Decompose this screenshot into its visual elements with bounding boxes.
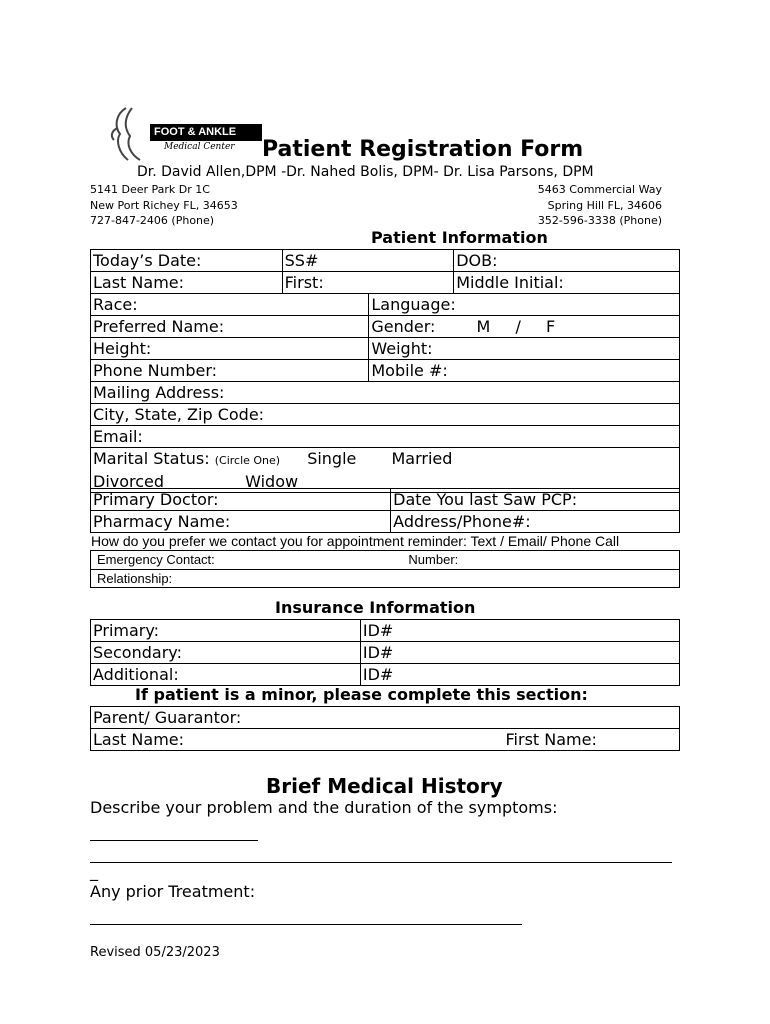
stray-underscore: _ [90,862,98,881]
height-field[interactable]: Height: [91,338,369,360]
prior-treatment-line[interactable] [90,924,522,925]
address-line: 5463 Commercial Way [537,183,662,196]
additional-insurance-field[interactable]: Additional: [91,664,361,686]
doctors-line: Dr. David Allen,DPM -Dr. Nahed Bolis, DPM- Dr. Lisa Parsons, DPM [137,164,594,180]
describe-answer-line[interactable] [90,840,258,841]
logo-text: FOOT & ANKLE [150,124,262,141]
address-line: 727-847-2406 (Phone) [90,214,215,227]
practice-logo [106,104,266,164]
emergency-contact-label: Emergency Contact: [97,552,215,567]
email-field[interactable]: Email: [91,426,680,448]
contact-preference: How do you prefer we contact you for appointment reminder: Text / Email/ Phone Call [91,533,620,549]
minor-last-name-label: Last Name: [93,730,185,749]
pharmacy-name-field[interactable]: Pharmacy Name: [91,511,391,533]
page-title: Patient Registration Form [262,137,584,162]
insurance-heading: Insurance Information [275,598,476,617]
weight-field[interactable]: Weight: [369,338,680,360]
marital-single-option[interactable]: Single [307,449,357,468]
address-line: Spring Hill FL, 34606 [547,198,662,212]
marital-status-field[interactable] [91,448,680,493]
primary-insurance-field[interactable]: Primary: [91,620,361,642]
ss-field[interactable]: SS# [282,250,454,272]
phone-number-field[interactable]: Phone Number: [91,360,369,382]
logo-subtext: Medical Center [164,142,235,152]
address-table [90,381,680,493]
marital-widow-option[interactable]: Widow [245,472,299,491]
patient-info-table [90,249,680,294]
patient-info-heading: Patient Information [371,228,548,247]
primary-id-field[interactable]: ID# [360,620,679,642]
address-line: 5141 Deer Park Dr 1C [90,183,210,196]
gender-m-option[interactable]: M [476,317,491,336]
describe-problem-label: Describe your problem and the duration of the symptoms: [90,798,558,817]
minor-heading: If patient is a minor, please complete this section: [135,685,588,704]
emergency-contact-field[interactable] [91,551,680,570]
gender-label: Gender: [371,317,436,336]
relationship-field[interactable]: Relationship: [91,570,680,588]
marital-status-label: Marital Status: [93,449,210,468]
todays-date-field[interactable]: Today’s Date: [91,250,283,272]
parent-guarantor-field[interactable]: Parent/ Guarantor: [91,707,680,729]
dob-field[interactable]: DOB: [454,250,680,272]
pharmacy-address-phone-field[interactable]: Address/Phone#: [391,511,680,533]
preferred-name-field[interactable]: Preferred Name: [91,316,369,338]
race-field[interactable]: Race: [91,294,369,316]
minor-table [90,706,680,751]
marital-married-option[interactable]: Married [391,449,453,468]
last-name-field[interactable]: Last Name: [91,272,283,294]
language-field[interactable]: Language: [369,294,680,316]
secondary-id-field[interactable]: ID# [360,642,679,664]
emergency-contact-table [90,550,680,588]
revised-date: Revised 05/23/2023 [90,945,220,960]
address-line: 352-596-3338 (Phone) [537,214,662,227]
city-state-zip-field[interactable]: City, State, Zip Code: [91,404,680,426]
marital-divorced-option[interactable]: Divorced [93,472,165,491]
prior-treatment-label: Any prior Treatment: [90,882,256,901]
minor-first-name-label: First Name: [505,730,597,749]
gender-separator: / [515,317,521,336]
middle-initial-field[interactable]: Middle Initial: [454,272,680,294]
circle-one-note: (Circle One) [214,454,281,467]
mailing-address-field[interactable]: Mailing Address: [91,382,680,404]
right-office-address [538,182,662,229]
gender-f-option[interactable]: F [545,317,556,336]
secondary-insurance-field[interactable]: Secondary: [91,642,361,664]
additional-id-field[interactable]: ID# [360,664,679,686]
medical-history-heading: Brief Medical History [266,774,503,798]
mobile-field[interactable]: Mobile #: [369,360,680,382]
gender-field[interactable] [369,316,680,338]
primary-doctor-field[interactable]: Primary Doctor: [91,489,391,511]
insurance-table [90,619,680,686]
doctor-pharmacy-table [90,488,680,533]
minor-name-field[interactable] [91,729,680,751]
date-last-pcp-field[interactable]: Date You last Saw PCP: [391,489,680,511]
describe-answer-line-2[interactable] [90,862,672,863]
first-name-field[interactable]: First: [282,272,454,294]
patient-details-table [90,293,680,382]
emergency-number-label: Number: [408,552,459,567]
left-office-address [90,182,238,229]
address-line: New Port Richey FL, 34653 [90,198,238,212]
